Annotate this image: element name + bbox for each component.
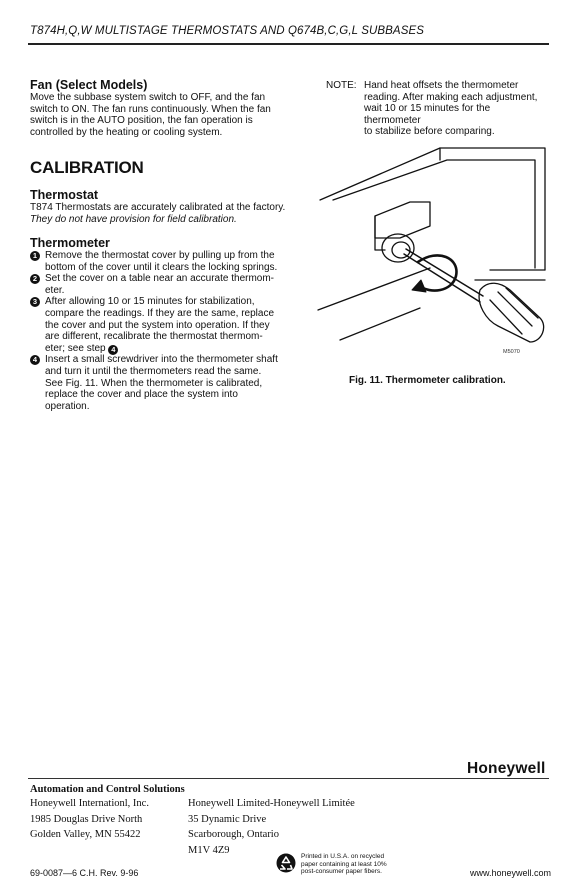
text-line: Move the subbase system switch to OFF, and the fan	[30, 92, 266, 103]
thermometer-calibration-illustration	[300, 130, 550, 370]
text-line: Insert a small screwdriver into the thermometer shaft	[45, 354, 278, 366]
text-line-italic: They do not have provision for field calibration.	[30, 213, 237, 225]
step-number: 1	[30, 251, 40, 261]
text-line: Set the cover on a table near an accurate thermom-	[45, 273, 275, 285]
address-line: 35 Dynamic Drive	[188, 813, 267, 825]
recycled-paper-notice	[301, 853, 401, 876]
screwdriver-handle	[479, 283, 544, 342]
text-line: operation.	[45, 400, 90, 412]
thermostat-paragraph	[30, 202, 290, 225]
text-line: bottom of the cover until it clears the locking springs.	[45, 261, 278, 273]
address-line: M1V 4Z9	[188, 844, 230, 856]
step-item	[30, 354, 280, 412]
address-line: Golden Valley, MN 55422	[30, 829, 141, 840]
step-ref-text: eter; see step	[45, 342, 106, 354]
calibration-heading: CALIBRATION	[30, 158, 144, 177]
text-line: See Fig. 11. When the thermometer is calibrated,	[45, 377, 263, 389]
text-line: switch is in the AUTO position, the fan operation is	[30, 115, 253, 127]
recycle-icon	[276, 853, 296, 873]
cover-top-edge	[320, 148, 545, 270]
address-canada	[188, 796, 355, 858]
text-line: to stabilize before comparing.	[364, 126, 495, 138]
address-us	[30, 796, 149, 843]
figure-caption: Fig. 11. Thermometer calibration.	[349, 375, 506, 386]
text-line: Remove the thermostat cover by pulling up from the	[45, 250, 275, 261]
step-item	[30, 273, 280, 296]
thermostat-heading: Thermostat	[30, 188, 99, 202]
address-line: Honeywell Limited-Honeywell Limitée	[188, 798, 355, 809]
step-number: 4	[30, 355, 40, 365]
text-line	[45, 343, 280, 355]
document-header-title: T874H,Q,W MULTISTAGE THERMOSTATS AND Q674B,C,G,L SUBBASES	[30, 25, 425, 37]
step-number: 3	[30, 297, 40, 307]
text-line: wait 10 or 15 minutes for the thermometer	[364, 103, 491, 126]
note-label: NOTE:	[326, 80, 357, 91]
text-line: T874 Thermostats are accurately calibrated at the factory.	[30, 202, 286, 213]
text-line: reading. After making each adjustment,	[364, 91, 538, 103]
text-line: the cover and put the system into operation. If they	[45, 319, 270, 331]
text-line: and turn it until the thermometers read the same.	[45, 365, 262, 377]
step-item	[30, 296, 280, 354]
notice-line: post-consumer paper fibers.	[301, 868, 382, 876]
screwdriver-shaft	[404, 254, 480, 302]
document-number: 69-0087—6 C.H. Rev. 9-96	[30, 868, 139, 878]
figure-code: M5070	[503, 349, 520, 355]
notice-line: paper containing at least 10%	[301, 860, 387, 868]
text-line: switch to ON. The fan runs continuously. When the fan	[30, 103, 271, 115]
text-line: eter.	[45, 284, 65, 296]
footer-rule	[28, 778, 549, 779]
address-line: Honeywell Internationl, Inc.	[30, 798, 149, 809]
text-line: compare the readings. If they are the same, replace	[45, 307, 275, 319]
address-line: Scarborough, Ontario	[188, 829, 279, 840]
step-reference-link[interactable]: 4	[108, 345, 118, 355]
text-line: Hand heat offsets the thermometer	[364, 80, 519, 91]
honeywell-logo: Honeywell	[467, 760, 546, 777]
step-number: 2	[30, 274, 40, 284]
calibration-steps	[30, 250, 280, 412]
notice-line: Printed in U.S.A. on recycled	[301, 853, 385, 860]
text-line: are different, recalibrate the thermostat thermom-	[45, 331, 263, 343]
thermometer-heading: Thermometer	[30, 236, 110, 250]
fan-heading: Fan (Select Models)	[30, 78, 148, 92]
text-line: replace the cover and place the system into	[45, 389, 238, 401]
address-line: 1985 Douglas Drive North	[30, 813, 143, 825]
text-line: After allowing 10 or 15 minutes for stabilization,	[45, 296, 255, 308]
website-link[interactable]: www.honeywell.com	[470, 868, 552, 878]
text-line: controlled by the heating or cooling system.	[30, 126, 223, 138]
cover-inner-edge	[333, 160, 535, 268]
header-rule	[28, 43, 549, 45]
fan-paragraph	[30, 92, 290, 138]
division-name: Automation and Control Solutions	[30, 784, 185, 795]
step-item	[30, 250, 280, 273]
